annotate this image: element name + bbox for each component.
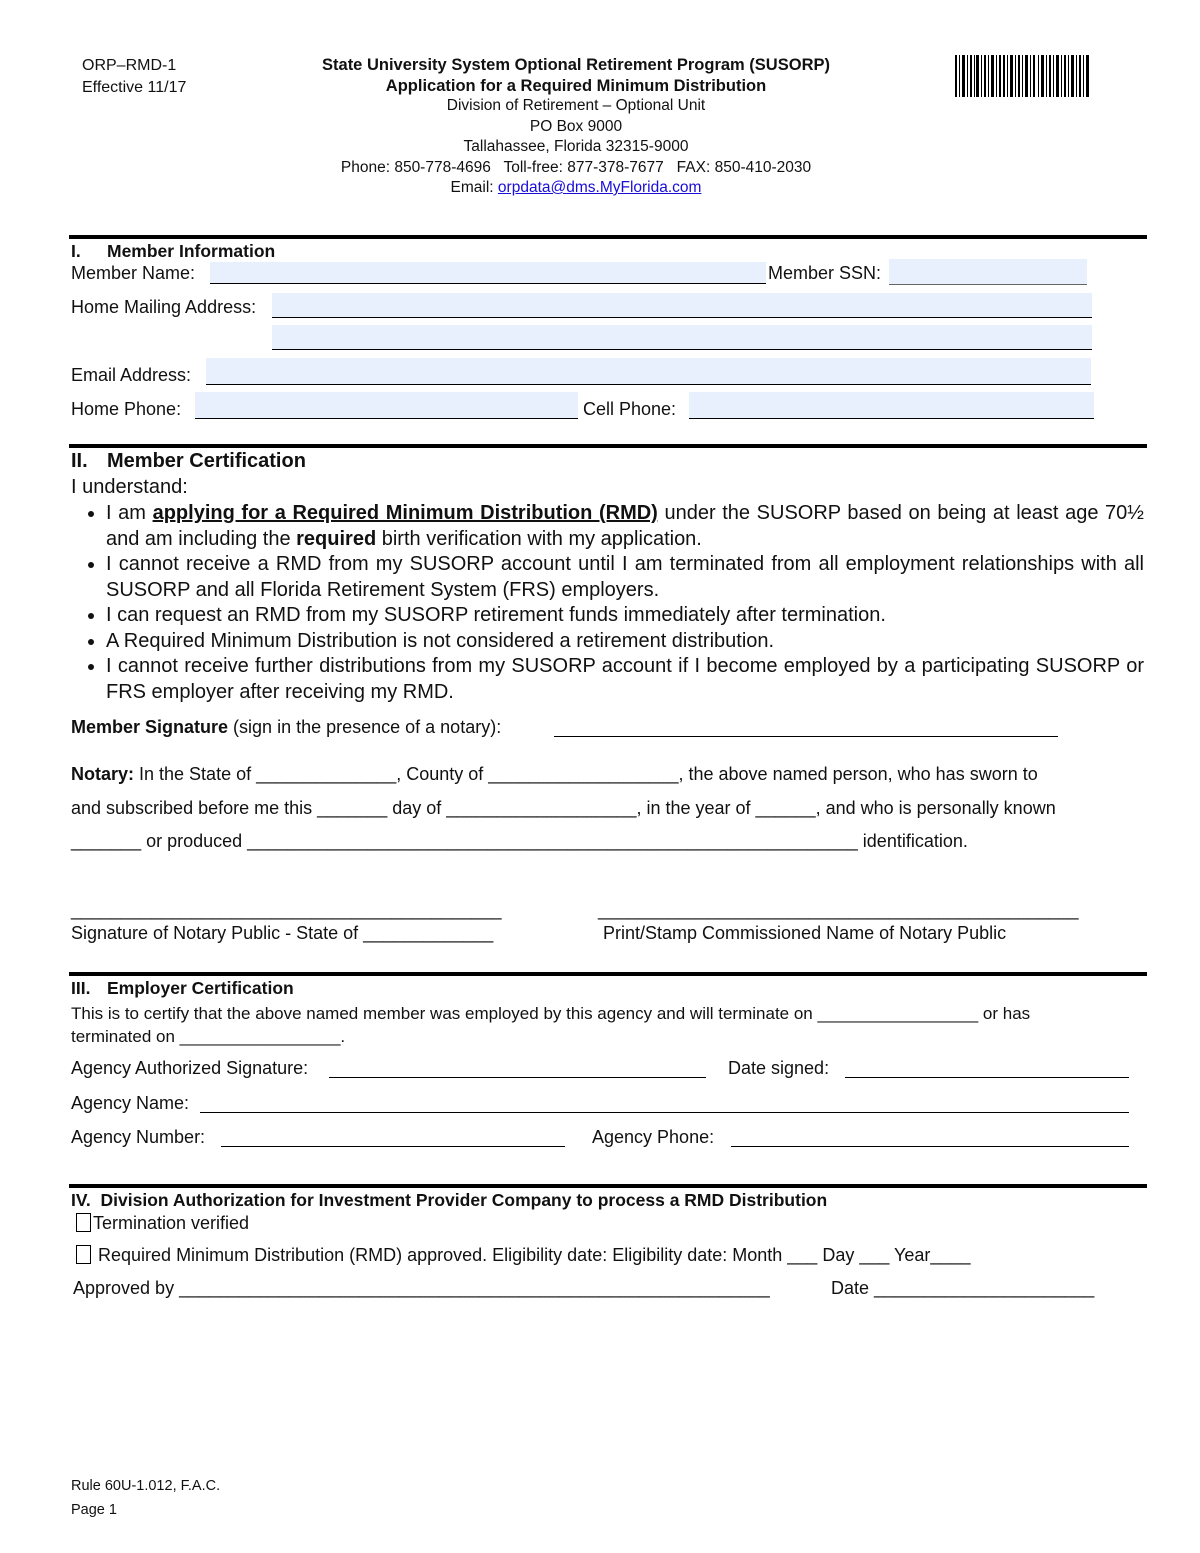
home-phone-line: [195, 418, 578, 419]
list-item: • I cannot receive further distributions from my SUSORP account if I become employed by a participating SUSORP or FRS employer after receiving my RMD.: [106, 654, 1144, 705]
rmd-approved-row: Required Minimum Distribution (RMD) approved. Eligibility date: Eligibility date: Month ___ Day ___ Year____: [76, 1245, 970, 1266]
agency-number-label: Agency Number:: [71, 1127, 206, 1147]
division-name: Division of Retirement – Optional Unit: [446, 97, 706, 114]
effective-date: Effective 11/17: [82, 79, 187, 96]
agency-name-line[interactable]: [200, 1112, 1129, 1113]
email-address-label: Email Address:: [71, 365, 192, 385]
list-item: • I can request an RMD from my SUSORP retirement funds immediately after termination.: [106, 603, 1144, 629]
email-address-line: [206, 384, 1091, 385]
member-ssn-line: [889, 284, 1087, 285]
section-3-rule: [69, 972, 1147, 976]
list-item: • A Required Minimum Distribution is not considered a retirement distribution.: [106, 629, 1144, 655]
home-address-field-2[interactable]: [272, 325, 1092, 350]
member-name-line: [210, 283, 766, 284]
section-3-title: III. Employer Certification: [71, 978, 294, 998]
cell-phone-field[interactable]: [689, 392, 1094, 419]
email-address-field[interactable]: [206, 358, 1091, 385]
agency-name-label: Agency Name:: [71, 1093, 190, 1113]
email-link[interactable]: orpdata@dms.MyFlorida.com: [497, 179, 702, 196]
notary-line-2: and subscribed before me this _______ day of ___________________, in the year of ______, and who is personally known: [71, 798, 1056, 818]
approval-date-line[interactable]: Date ______________________: [831, 1278, 1095, 1298]
home-address-line-2: [272, 349, 1092, 350]
form-title: State University System Optional Retirement Program (SUSORP): [322, 56, 830, 74]
section-4-title: IV. Division Authorization for Investment Provider Company to process a RMD Distribution: [71, 1190, 828, 1210]
termination-verified-checkbox[interactable]: [76, 1213, 91, 1232]
notary-name-line[interactable]: ________________________________________________: [598, 900, 1079, 920]
list-item: • I am applying for a Required Minimum Distribution (RMD) under the SUSORP based on being at least age 70½ and am including the required birth verification with my application.: [106, 501, 1144, 552]
member-name-label: Member Name:: [71, 263, 196, 283]
home-phone-label: Home Phone:: [71, 399, 182, 419]
list-item: • I cannot receive a RMD from my SUSORP account until I am terminated from all employment relationships with all SUSORP and all Florida Retirement System (FRS) employers.: [106, 552, 1144, 603]
member-name-field[interactable]: [210, 262, 766, 284]
date-signed-label: Date signed:: [728, 1058, 830, 1078]
phone-numbers: Phone: 850-778-4696 Toll-free: 877-378-7677 FAX: 850-410-2030: [340, 158, 812, 176]
member-ssn-label: Member SSN:: [768, 263, 882, 283]
email-line: Email: orpdata@dms.MyFlorida.com: [450, 179, 702, 196]
employer-cert-text: This is to certify that the above named member was employed by this agency and will terminate on _________________ or has terminated on _________________.: [71, 1004, 1031, 1046]
section-2-rule: [69, 444, 1147, 448]
date-signed-line[interactable]: [845, 1077, 1129, 1078]
cell-phone-line: [689, 418, 1094, 419]
po-box: PO Box 9000: [529, 117, 623, 135]
understand-intro: I understand:: [71, 476, 188, 498]
agency-phone-label: Agency Phone:: [592, 1127, 715, 1147]
notary-line-3: _______ or produced _____________________________________________________________ identification.: [71, 831, 968, 851]
section-2-title: II. Member Certification: [71, 450, 306, 472]
rmd-approved-checkbox[interactable]: [76, 1245, 91, 1264]
agency-signature-label: Agency Authorized Signature:: [71, 1058, 309, 1078]
page-number: Page 1: [71, 1502, 117, 1518]
form-id: ORP–RMD-1: [82, 57, 177, 74]
notary-signature-label: Signature of Notary Public - State of _____________: [71, 923, 494, 943]
notary-name-label: Print/Stamp Commissioned Name of Notary Public: [603, 923, 1007, 943]
home-address-label: Home Mailing Address:: [71, 297, 257, 317]
approved-by-line[interactable]: Approved by ___________________________________________________________: [73, 1278, 770, 1298]
form-header: [260, 55, 892, 199]
form-subtitle: Application for a Required Minimum Distribution: [385, 76, 767, 95]
notary-signature-line[interactable]: ___________________________________________: [71, 900, 502, 920]
member-signature-line[interactable]: [554, 736, 1058, 737]
home-phone-field[interactable]: [195, 392, 578, 419]
home-address-line-1: [272, 317, 1092, 318]
home-address-field-1[interactable]: [272, 293, 1092, 318]
member-signature-label: Member Signature (sign in the presence of a notary):: [71, 717, 502, 737]
certification-list: [71, 501, 1144, 705]
section-1-title: I. Member Information: [71, 241, 276, 261]
form-id-block: [82, 55, 186, 99]
notary-line-1: Notary: In the State of ______________, County of ___________________, the above named person, who has sworn to: [71, 764, 1038, 784]
agency-signature-line[interactable]: [329, 1077, 706, 1078]
cell-phone-label: Cell Phone:: [583, 399, 677, 419]
agency-number-line[interactable]: [221, 1146, 565, 1147]
section-4-rule: [69, 1184, 1147, 1188]
barcode: [955, 55, 1090, 97]
member-ssn-field[interactable]: [889, 259, 1087, 285]
agency-phone-line[interactable]: [731, 1146, 1129, 1147]
city-state-zip: Tallahassee, Florida 32315-9000: [463, 138, 689, 155]
rule-citation: Rule 60U-1.012, F.A.C.: [71, 1478, 221, 1494]
section-1-rule: [69, 235, 1147, 239]
termination-verified-row: Termination verified: [76, 1213, 249, 1234]
